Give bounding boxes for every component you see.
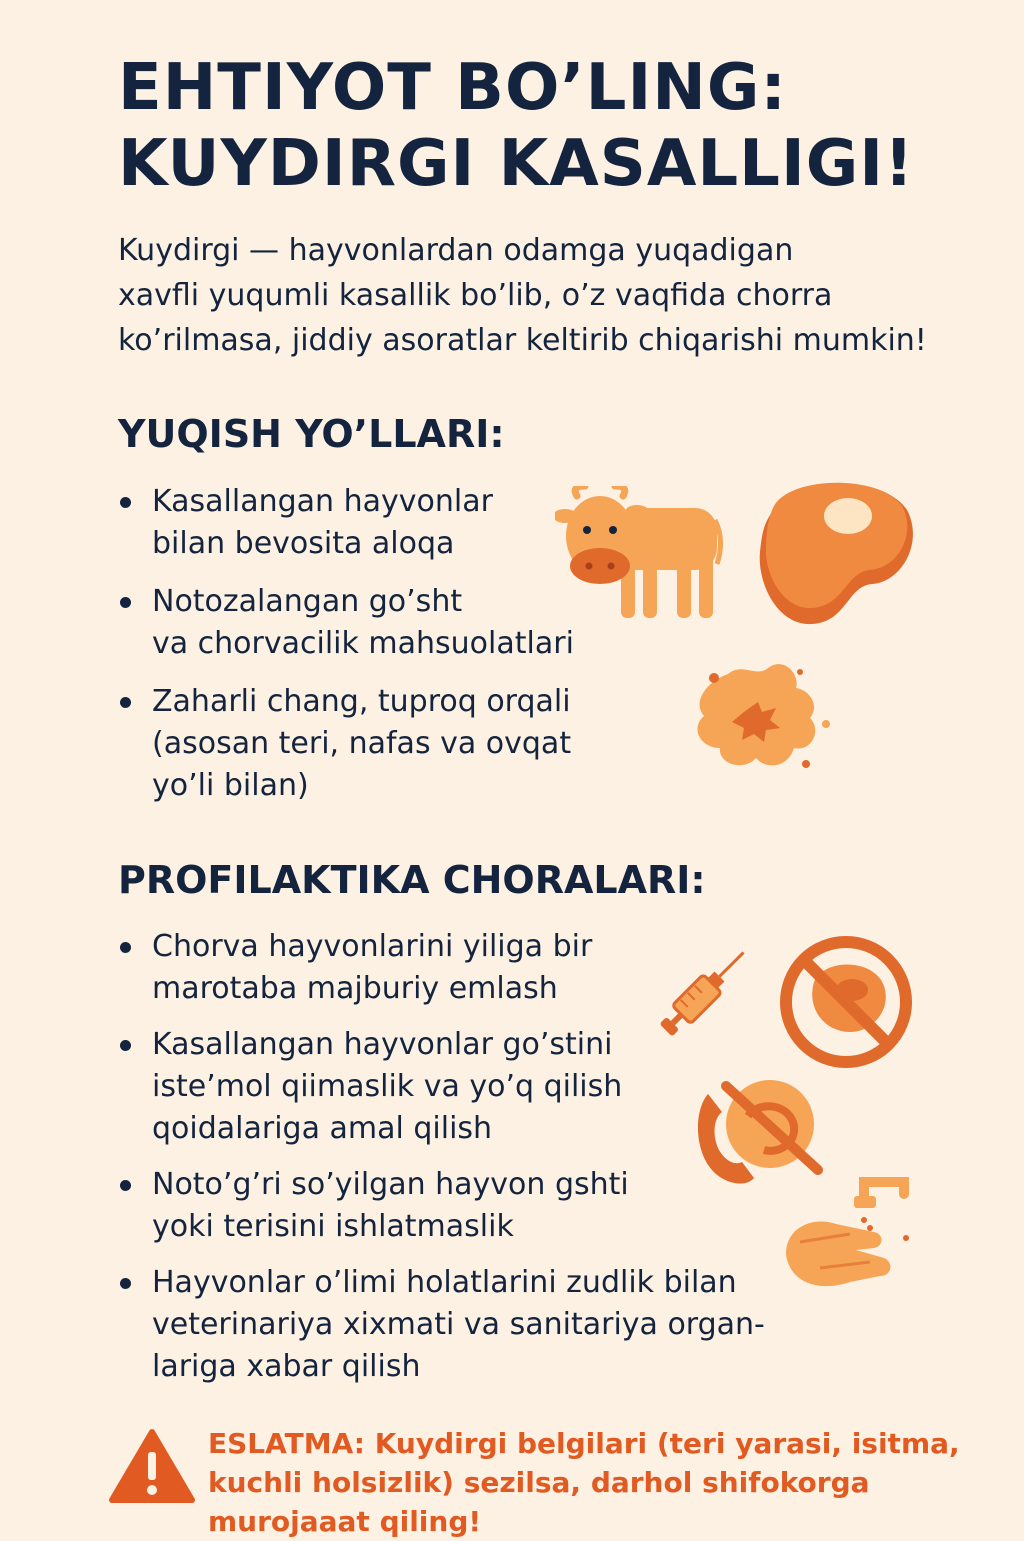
spore-splash-icon bbox=[688, 652, 838, 782]
bullet-line: bilan bevosita aloqa bbox=[152, 526, 455, 561]
note-line-3: murojaaat qiling! bbox=[208, 1505, 482, 1538]
note-line-2: kuchli holsizlik) sezilsa, darhol shifokorga bbox=[208, 1466, 870, 1499]
transmission-item bbox=[118, 581, 574, 665]
bullet-line: veterinariya xixmati va sanitariya organ- bbox=[152, 1307, 765, 1342]
prevention-item bbox=[118, 1164, 765, 1248]
bullet-line: yoki terisini ishlatmaslik bbox=[152, 1209, 514, 1244]
bullet-line: Zaharli chang, tuproq orqali bbox=[152, 684, 571, 719]
note-line-1: ESLATMA: Kuydirgi belgilari (teri yarasi, isitma, bbox=[208, 1427, 960, 1460]
bullet-line: Notozalangan go’sht bbox=[152, 584, 463, 619]
transmission-item bbox=[118, 681, 574, 807]
warning-note bbox=[208, 1424, 998, 1541]
intro-line-3: ko’rilmasa, jiddiy asoratlar keltirib chiqarishi mumkin! bbox=[118, 323, 927, 358]
meat-icon bbox=[752, 472, 916, 636]
intro-line-2: xavfli yuqumli kasallik bo’lib, o’z vaqfida chorra bbox=[118, 278, 833, 313]
bullet-line: Noto’g’ri so’yilgan hayvon gshti bbox=[152, 1167, 629, 1202]
bullet-line: Hayvonlar o’limi holatlarini zudlik bilan bbox=[152, 1265, 737, 1300]
title-line-1: EHTIYOT BO’LING: bbox=[118, 51, 787, 125]
intro-paragraph bbox=[118, 228, 998, 363]
bullet-line: Chorva hayvonlarini yiliga bir bbox=[152, 929, 593, 964]
syringe-icon bbox=[644, 940, 754, 1055]
bullet-line: Kasallangan hayvonlar go’stini bbox=[152, 1027, 613, 1062]
bullet-line: Kasallangan hayvonlar bbox=[152, 484, 493, 519]
bullet-line: marotaba majburiy emlash bbox=[152, 971, 558, 1006]
transmission-heading: YUQISH YO’LLARI: bbox=[118, 412, 505, 456]
no-meat-icon bbox=[776, 932, 916, 1072]
bullet-line: qoidalariga amal qilish bbox=[152, 1111, 493, 1146]
hand-washing-icon bbox=[780, 1172, 920, 1302]
bullet-line: va chorvacilik mahsuolatlari bbox=[152, 626, 574, 661]
warning-icon bbox=[108, 1428, 196, 1504]
page-title bbox=[118, 50, 998, 202]
transmission-item bbox=[118, 481, 574, 565]
cow-icon bbox=[555, 486, 725, 626]
bullet-line: (asosan teri, nafas va ovqat bbox=[152, 726, 572, 761]
prevention-heading: PROFILAKTIKA CHORALARI: bbox=[118, 858, 706, 902]
intro-line-1: Kuydirgi — hayvonlardan odamga yuqadigan bbox=[118, 233, 794, 268]
bullet-line: iste’mol qiimaslik va yo’q qilish bbox=[152, 1069, 623, 1104]
bullet-line: lariga xabar qilish bbox=[152, 1349, 421, 1384]
bullet-line: yo’li bilan) bbox=[152, 768, 309, 803]
transmission-list bbox=[118, 481, 574, 807]
prevention-item bbox=[118, 1262, 765, 1388]
title-line-2: KUYDIRGI KASALLIGI! bbox=[118, 127, 915, 201]
